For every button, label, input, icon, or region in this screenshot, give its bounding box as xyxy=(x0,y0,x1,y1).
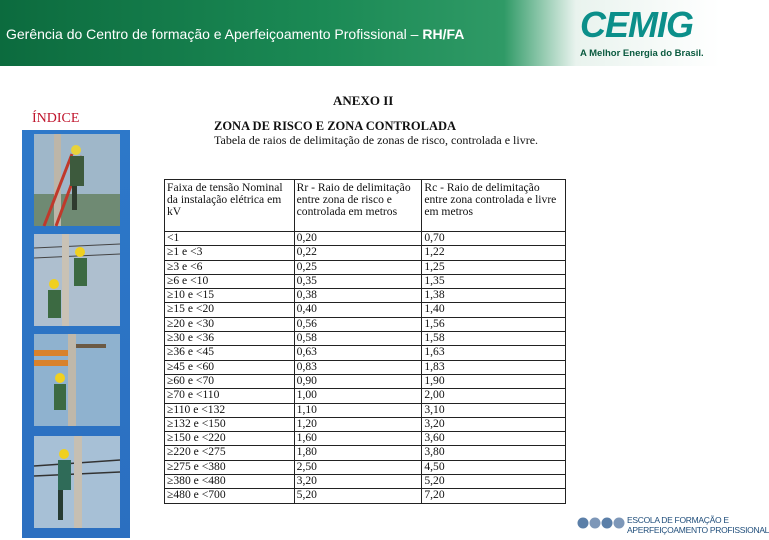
table-row xyxy=(165,446,566,460)
cell-voltage-range: ≥10 e <15 xyxy=(165,289,295,303)
cell-voltage-range: <1 xyxy=(165,232,295,246)
table-row xyxy=(165,274,566,288)
cell-voltage-range: ≥3 e <6 xyxy=(165,260,295,274)
cell-rc-radius: 7,20 xyxy=(422,489,566,503)
table-row xyxy=(165,303,566,317)
lineman-photo-2 xyxy=(34,234,120,326)
header-title-code: RH/FA xyxy=(422,26,465,42)
annex-title: ANEXO II xyxy=(333,93,394,108)
table-row xyxy=(165,332,566,346)
table-row xyxy=(165,360,566,374)
cell-rc-radius: 1,38 xyxy=(422,289,566,303)
table-row xyxy=(165,374,566,388)
cell-voltage-range: ≥20 e <30 xyxy=(165,317,295,331)
cell-voltage-range: ≥60 e <70 xyxy=(165,374,295,388)
cell-rc-radius: 1,58 xyxy=(422,332,566,346)
table-body xyxy=(165,232,566,504)
zone-description: Tabela de raios de delimitação de zonas de risco, controlada e livre. xyxy=(214,133,539,147)
cell-rr-radius: 1,80 xyxy=(294,446,422,460)
school-logo-line2: APERFEIÇOAMENTO PROFISSIONAL xyxy=(627,525,769,535)
lineman-photo-1 xyxy=(34,134,120,226)
cell-rc-radius: 1,35 xyxy=(422,274,566,288)
cell-rr-radius: 1,00 xyxy=(294,389,422,403)
cell-rr-radius: 1,10 xyxy=(294,403,422,417)
zone-title: ZONA DE RISCO E ZONA CONTROLADA xyxy=(214,119,457,133)
cell-rc-radius: 3,20 xyxy=(422,417,566,431)
table-row xyxy=(165,432,566,446)
index-link[interactable]: ÍNDICE xyxy=(32,111,80,126)
header-title-text: Gerência do Centro de formação e Aperfeiçoamento Profissional – xyxy=(6,26,419,42)
cell-voltage-range: ≥6 e <10 xyxy=(165,274,295,288)
cell-voltage-range: ≥150 e <220 xyxy=(165,432,295,446)
cell-rc-radius: 1,63 xyxy=(422,346,566,360)
cemig-logo xyxy=(580,6,718,62)
table-row xyxy=(165,346,566,360)
table-row xyxy=(165,232,566,246)
table-row xyxy=(165,317,566,331)
cemig-logo-word: CEMIG xyxy=(580,4,694,45)
cell-voltage-range: ≥1 e <3 xyxy=(165,246,295,260)
cell-rr-radius: 5,20 xyxy=(294,489,422,503)
cell-rr-radius: 0,20 xyxy=(294,232,422,246)
cell-voltage-range: ≥30 e <36 xyxy=(165,332,295,346)
header-rr-radius: Rr - Raio de delimitação entre zona de risco e controlada em metros xyxy=(294,180,422,232)
cell-rc-radius: 1,83 xyxy=(422,360,566,374)
cell-rr-radius: 1,60 xyxy=(294,432,422,446)
cell-rc-radius: 4,50 xyxy=(422,460,566,474)
cemig-logo-tagline: A Melhor Energia do Brasil. xyxy=(580,48,704,59)
cell-voltage-range: ≥36 e <45 xyxy=(165,346,295,360)
cell-voltage-range: ≥275 e <380 xyxy=(165,460,295,474)
table-row xyxy=(165,403,566,417)
table-row xyxy=(165,260,566,274)
table-row xyxy=(165,460,566,474)
photo-strip xyxy=(22,130,130,538)
radius-table xyxy=(164,179,566,504)
table-row xyxy=(165,246,566,260)
cell-rr-radius: 0,38 xyxy=(294,289,422,303)
cell-rr-radius: 0,35 xyxy=(294,274,422,288)
school-logo xyxy=(576,512,769,538)
table-row xyxy=(165,417,566,431)
cell-rr-radius: 2,50 xyxy=(294,460,422,474)
table-header-row xyxy=(165,180,566,232)
lineman-photo-3 xyxy=(34,334,120,426)
cell-voltage-range: ≥380 e <480 xyxy=(165,475,295,489)
table-row xyxy=(165,475,566,489)
cell-rc-radius: 1,56 xyxy=(422,317,566,331)
table-row xyxy=(165,389,566,403)
cell-rr-radius: 0,22 xyxy=(294,246,422,260)
school-logo-icon xyxy=(576,514,628,534)
cell-rc-radius: 2,00 xyxy=(422,389,566,403)
header-voltage-range: Faixa de tensão Nominal da instalação elétrica em kV xyxy=(165,180,295,232)
lineman-photo-4 xyxy=(34,436,120,528)
cell-voltage-range: ≥110 e <132 xyxy=(165,403,295,417)
table-row xyxy=(165,489,566,503)
cell-rc-radius: 3,60 xyxy=(422,432,566,446)
cell-voltage-range: ≥45 e <60 xyxy=(165,360,295,374)
cell-rr-radius: 0,40 xyxy=(294,303,422,317)
cell-rc-radius: 1,90 xyxy=(422,374,566,388)
school-logo-line1: ESCOLA DE FORMAÇÃO E xyxy=(627,515,729,525)
cell-rr-radius: 0,63 xyxy=(294,346,422,360)
cell-voltage-range: ≥70 e <110 xyxy=(165,389,295,403)
cell-rc-radius: 5,20 xyxy=(422,475,566,489)
cell-rc-radius: 1,40 xyxy=(422,303,566,317)
cell-voltage-range: ≥220 e <275 xyxy=(165,446,295,460)
cell-voltage-range: ≥132 e <150 xyxy=(165,417,295,431)
header-bar xyxy=(0,0,720,66)
cell-rr-radius: 0,25 xyxy=(294,260,422,274)
header-rc-radius: Rc - Raio de delimitação entre zona controlada e livre em metros xyxy=(422,180,566,232)
cell-rc-radius: 3,80 xyxy=(422,446,566,460)
cell-rr-radius: 1,20 xyxy=(294,417,422,431)
cell-voltage-range: ≥480 e <700 xyxy=(165,489,295,503)
cell-rc-radius: 1,22 xyxy=(422,246,566,260)
cell-voltage-range: ≥15 e <20 xyxy=(165,303,295,317)
school-logo-text xyxy=(627,515,769,535)
cell-rr-radius: 0,83 xyxy=(294,360,422,374)
cell-rr-radius: 0,56 xyxy=(294,317,422,331)
cell-rc-radius: 0,70 xyxy=(422,232,566,246)
table-row xyxy=(165,289,566,303)
cell-rc-radius: 1,25 xyxy=(422,260,566,274)
cell-rr-radius: 0,90 xyxy=(294,374,422,388)
cell-rr-radius: 3,20 xyxy=(294,475,422,489)
header-title xyxy=(6,26,464,42)
cell-rc-radius: 3,10 xyxy=(422,403,566,417)
cell-rr-radius: 0,58 xyxy=(294,332,422,346)
